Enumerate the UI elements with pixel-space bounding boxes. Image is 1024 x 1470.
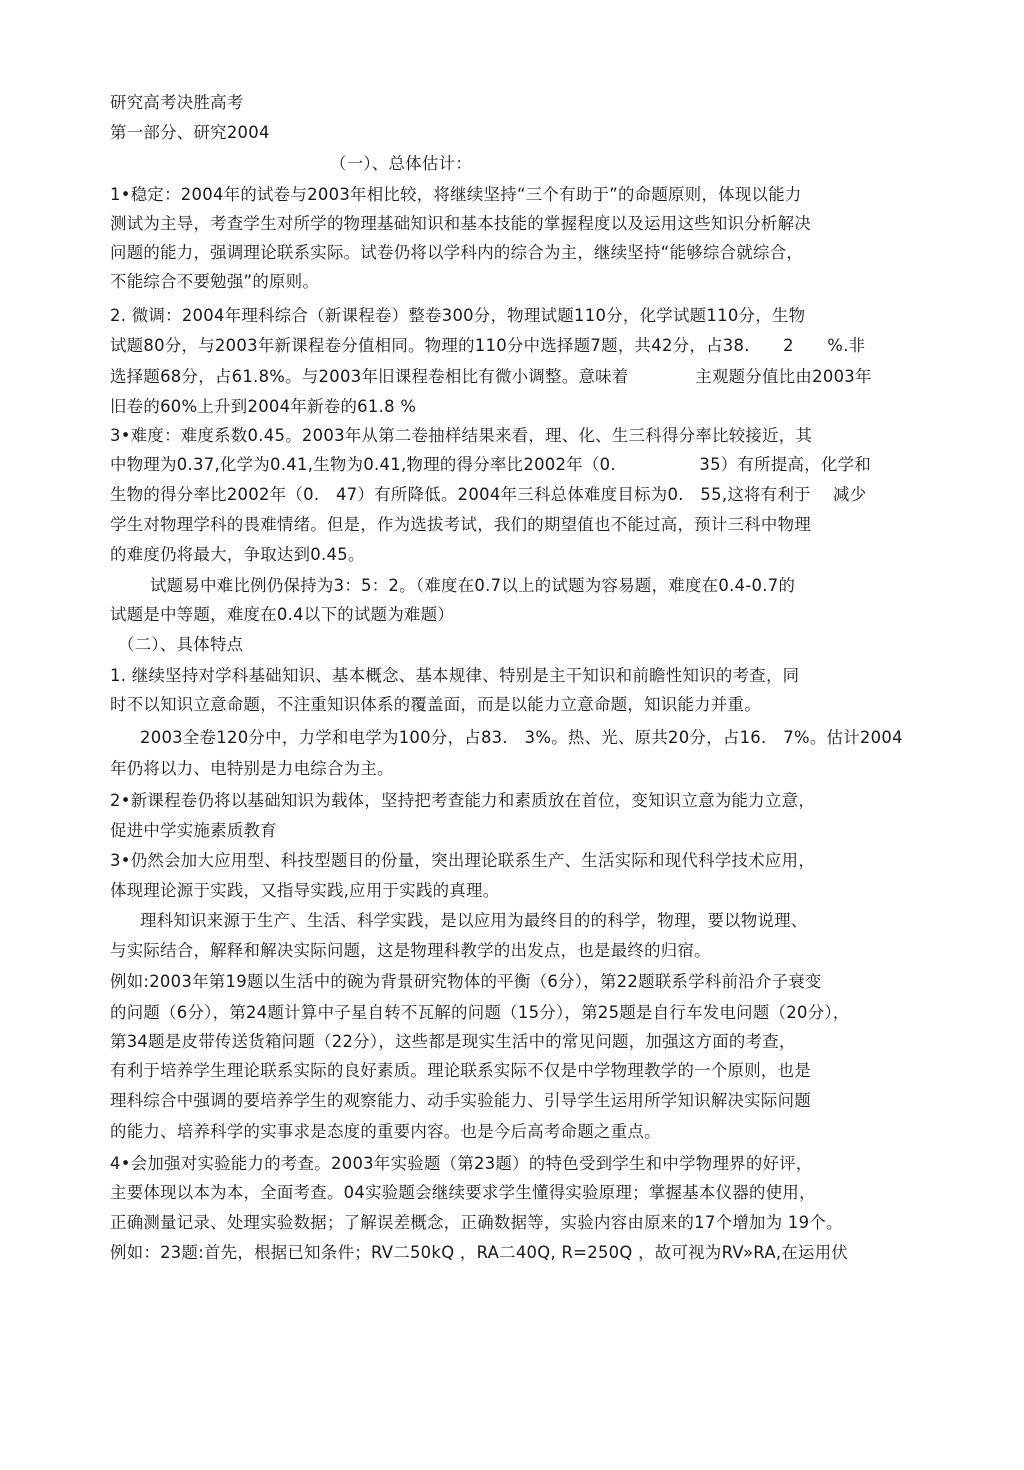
paragraph-line: 1. 继续坚持对学科基础知识、基本概念、基本规律、特别是主干知识和前瞻性知识的考查，同 bbox=[110, 666, 800, 685]
paragraph-line: 的能力、培养科学的实事求是态度的重要内容。也是今后高考命题之重点。 bbox=[110, 1122, 661, 1141]
paragraph-line: 理科综合中强调的要培养学生的观察能力、动手实验能力、引导学生运用所学知识解决实际问题 bbox=[110, 1091, 812, 1110]
document-title: 研究高考决胜高考 bbox=[110, 93, 244, 112]
paragraph-line: 4•会加强对实验能力的考查。2003年实验题（第23题）的特色受到学生和中学物理界的好评， bbox=[110, 1154, 813, 1173]
paragraph-line: 问题的能力，强调理论联系实际。试卷仍将以学科内的综合为主，继续坚持“能够综合就综合， bbox=[110, 243, 804, 262]
paragraph-line: 例如：23题:首先，根据已知条件；RV二50kQ ，RA二40Q, R=250Q ，故可视为RV»RA,在运用伏 bbox=[110, 1243, 849, 1262]
paragraph-line: 3•难度：难度系数0.45。2003年从第二卷抽样结果来看，理、化、生三科得分率比较接近，其 bbox=[110, 426, 813, 445]
paragraph-line: 例如:2003年第19题以生活中的碗为背景研究物体的平衡（6分），第22题联系学科前沿介子衰变 bbox=[110, 972, 822, 991]
paragraph-line: 时不以知识立意命题，不注重知识体系的覆盖面，而是以能力立意命题，知识能力并重。 bbox=[110, 695, 761, 714]
paragraph-line: 促进中学实施素质教育 bbox=[110, 821, 277, 840]
paragraph-line: 年仍将以力、电特别是力电综合为主。 bbox=[110, 759, 394, 778]
paragraph-line: 第34题是皮带传送货箱问题（22分），这些都是现实生活中的常见问题，加强这方面的考查， bbox=[110, 1032, 796, 1051]
paragraph-line: 试题80分，与2003年新课程卷分值相同。物理的110分中选择题7题，共42分，占38. 2 %.非 bbox=[110, 336, 866, 355]
paragraph-line: 2003全卷120分中，力学和电学为100分，占83. 3%。热、光、原共20分，占16. 7%。估计2004 bbox=[140, 728, 903, 747]
paragraph-line: 1•稳定：2004年的试卷与2003年相比较，将继续坚持“三个有助于”的命题原则，体现以能力 bbox=[110, 185, 802, 204]
paragraph-line: 旧卷的60%上升到2004年新卷的61.8 % bbox=[110, 397, 417, 416]
paragraph-line: 主要体现以本为本，全面考查。04实验题会继续要求学生懂得实验原理；掌握基本仪器的使用， bbox=[110, 1183, 816, 1202]
paragraph-line: 与实际结合，解释和解决实际问题，这是物理科教学的出发点，也是最终的归宿。 bbox=[110, 941, 711, 960]
paragraph-line: 生物的得分率比2002年（0. 47）有所降低。2004年三科总体难度目标为0. 55,这将有利于 减少 bbox=[110, 485, 867, 504]
section-heading-overall: （一）、总体估计： bbox=[330, 154, 473, 173]
paragraph-line: 学生对物理学科的畏难情绪。但是，作为选拔考试，我们的期望值也不能过高，预计三科中物理 bbox=[110, 515, 812, 534]
paragraph-line: 测试为主导，考查学生对所学的物理基础知识和基本技能的掌握程度以及运用这些知识分析解决 bbox=[110, 214, 812, 233]
paragraph-line: 2•新课程卷仍将以基础知识为载体，坚持把考查能力和素质放在首位，变知识立意为能力立意， bbox=[110, 791, 816, 810]
paragraph-line: 试题易中难比例仍保持为3：5：2。（难度在0.7以上的试题为容易题，难度在0.4-0.7的 bbox=[150, 576, 796, 595]
paragraph-line: 不能综合不要勉强”的原则。 bbox=[110, 272, 320, 291]
paragraph-line: 3•仍然会加大应用型、科技型题目的份量，突出理论联系生产、生活实际和现代科学技术应用， bbox=[110, 851, 816, 870]
paragraph-line: 正确测量记录、处理实验数据；了解误差概念，正确数据等，实验内容由原来的17个增加为 19个。 bbox=[110, 1213, 843, 1232]
paragraph-line: 的问题（6分），第24题计算中子星自转不瓦解的问题（15分），第25题是自行车发电问题（20分）， bbox=[110, 1003, 850, 1022]
part-heading: 第一部分、研究2004 bbox=[110, 123, 270, 142]
paragraph-line: 理科知识来源于生产、生活、科学实践，是以应用为最终目的的科学，物理，要以物说理、 bbox=[140, 911, 808, 930]
paragraph-line: 2. 微调：2004年理科综合（新课程卷）整卷300分，物理试题110分，化学试题110分，生物 bbox=[110, 306, 806, 325]
paragraph-line: 选择题68分，占61.8%。与2003年旧课程卷相比有微小调整。意味着 主观题分值比由2003年 bbox=[110, 367, 872, 386]
section-heading-features: （二）、具体特点 bbox=[118, 635, 244, 654]
paragraph-line: 的难度仍将最大，争取达到0.45。 bbox=[110, 545, 365, 564]
paragraph-line: 体现理论源于实践，又指导实践,应用于实践的真理。 bbox=[110, 881, 500, 900]
paragraph-line: 中物理为0.37,化学为0.41,生物为0.41,物理的得分率比2002年（0. 35）有所提高，化学和 bbox=[110, 455, 872, 474]
paragraph-line: 试题是中等题，难度在0.4以下的试题为难题） bbox=[110, 605, 455, 624]
paragraph-line: 有利于培养学生理论联系实际的良好素质。理论联系实际不仅是中学物理教学的一个原则，也是 bbox=[110, 1061, 812, 1080]
